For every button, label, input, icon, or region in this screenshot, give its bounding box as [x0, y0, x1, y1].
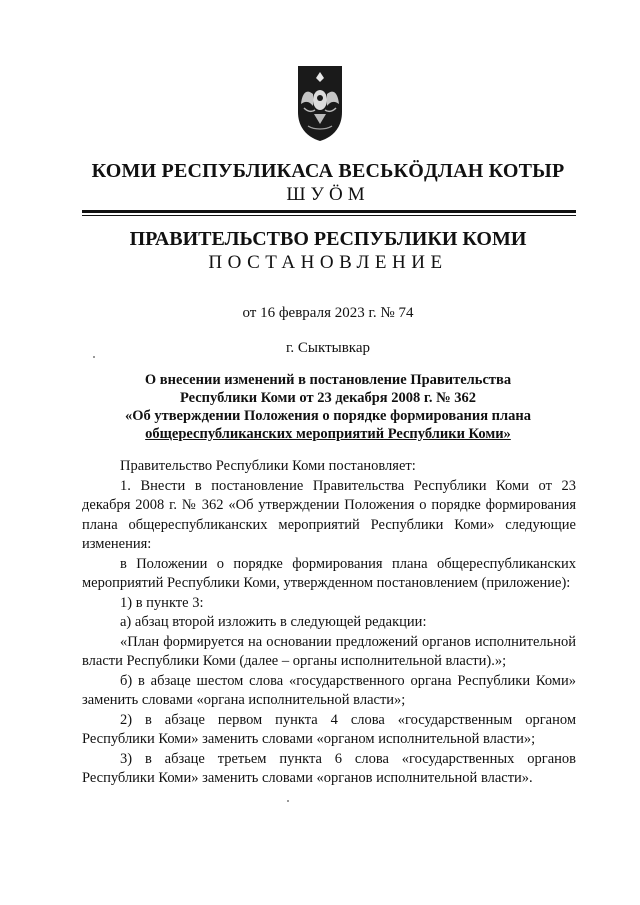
body-paragraph: б) в абзаце шестом слова «государственного органа Республики Коми» заменить словами «органа исполнительной власти»;	[82, 672, 576, 708]
komi-header-title: КОМИ РЕСПУБЛИКАСА ВЕСЬКӦДЛАН КОТЫР	[91, 160, 565, 182]
subject-line: О внесении изменений в постановление Правительства	[144, 372, 512, 388]
body-paragraph: а) абзац второй изложить в следующей редакции:	[120, 614, 427, 630]
body-paragraph: 1) в пункте 3:	[120, 594, 204, 611]
document-body	[82, 457, 576, 789]
body-paragraph: 1. Внести в постановление Правительства Республики Коми от 23 декабря 2008 г. № 362 «Об утверждении Положения о порядке формирования плана общереспубликанских мероприятий Республики Коми» следующие изменения:	[82, 477, 576, 552]
document-type: ПОСТАНОВЛЕНИЕ	[208, 252, 448, 273]
body-paragraph: Правительство Республики Коми постановляет:	[120, 458, 416, 474]
komi-header-subtitle: ШУӦМ	[286, 184, 370, 205]
body-paragraph: «План формируется на основании предложений органов исполнительной власти Республики Коми (далее – органы исполнительной власти).»;	[82, 633, 576, 669]
header-rule-thick	[82, 210, 576, 213]
scan-speck	[287, 800, 289, 802]
document-date-number: от 16 февраля 2023 г. № 74	[242, 305, 414, 321]
scan-speck	[93, 356, 95, 358]
government-title: ПРАВИТЕЛЬСТВО РЕСПУБЛИКИ КОМИ	[129, 228, 527, 250]
document-city: г. Сыктывкар	[285, 340, 371, 356]
body-paragraph: в Положении о порядке формирования плана общереспубликанских мероприятий Республики Коми, утвержденном постановлением (приложение):	[82, 555, 576, 591]
body-paragraph: 2) в абзаце первом пункта 4 слова «государственным органом Республики Коми» заменить словами «органом исполнительной власти»;	[82, 711, 576, 747]
subject-line: «Об утверждении Положения о порядке формирования плана	[124, 408, 532, 424]
body-paragraph: 3) в абзаце третьем пункта 6 слова «государственных органов Республики Коми» заменить словами «органов исполнительной власти».	[82, 750, 576, 786]
header-rule-thin	[82, 215, 576, 216]
document-subject	[100, 371, 556, 443]
subject-line: Республики Коми от 23 декабря 2008 г. № 362	[179, 390, 477, 406]
subject-line-underlined: общереспубликанских мероприятий Республики Коми»	[145, 426, 511, 442]
coat-of-arms-icon	[296, 64, 344, 142]
